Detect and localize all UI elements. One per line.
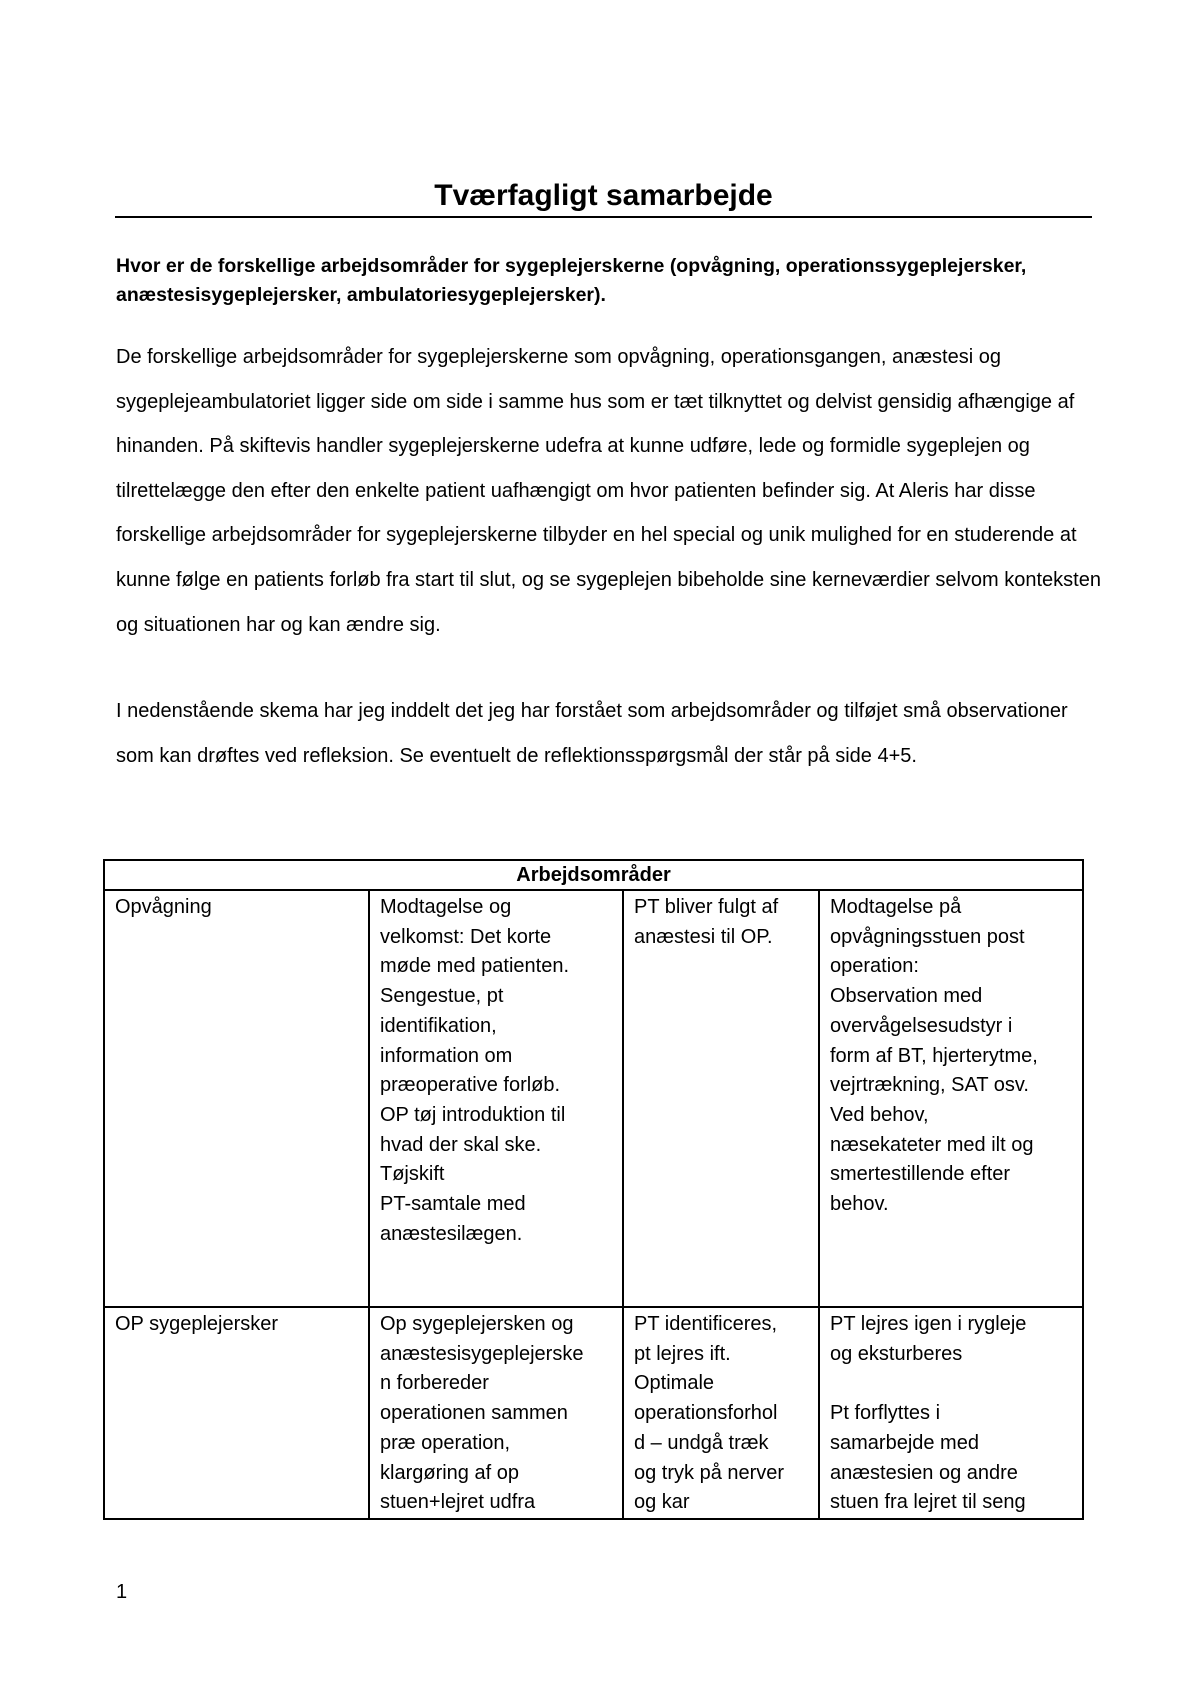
body-paragraph-2: I nedenstående skema har jeg inddelt det jeg har forstået som arbejdsområder og tilføjet små observationer som kan drøftes ved refleksion. Se eventuelt de reflektionsspørgsmål der står på side 4+5. [116,700,1068,767]
table-cell: Modtagelse på opvågningsstuen post operation: Observation med overvågelsesudstyr i form af BT, hjerterytme, vejrtrækning, SAT osv. Ved behov, næsekateter med ilt og smertestillende efter behov. [819,890,1083,1307]
table-header: Arbejdsområder [104,860,1083,890]
table-cell: PT lejres igen i rygleje og eksturberes Pt forflyttes i samarbejde med anæstesien og andre stuen fra lejret til seng [819,1307,1083,1519]
table-cell: Op sygeplejersken og anæstesisygeplejerske n forbereder operationen sammen præ operation, klargøring af op stuen+lejret udfra [369,1307,623,1519]
table-header-row [104,860,1083,890]
table-cell: Modtagelse og velkomst: Det korte møde med patienten. Sengestue, pt identifikation, information om præoperative forløb. OP tøj introduktion til hvad der skal ske. Tøjskift PT-samtale med anæstesilægen. [369,890,623,1307]
question-heading: Hvor er de forskellige arbejdsområder for sygeplejerskerne (opvågning, operationssygeplejersker, anæstesisygeplejersker, ambulatoriesygeplejersker). [116,255,1027,306]
page-number: 1 [116,1581,128,1603]
body-paragraph-1: De forskellige arbejdsområder for sygeplejerskerne som opvågning, operationsgangen, anæstesi og sygeplejeambulatoriet ligger side om side i samme hus som er tæt tilknyttet og delvist gensidig afhængige af hinanden. På skiftevis handler sygeplejerskerne udefra at kunne udføre, lede og formidle sygeplejen og tilrettelægge den efter den enkelte patient uafhængigt om hvor patienten befinder sig. At Aleris har disse forskellige arbejdsområder for sygeplejerskerne tilbyder en hel special og unik mulighed for en studerende at kunne følge en patients forløb fra start til slut, og se sygeplejen bibeholde sine kerneværdier selvom konteksten og situationen har og kan ændre sig. [116,346,1101,636]
work-areas-table [103,859,1084,1520]
page-title: Tværfagligt samarbejde [434,179,773,212]
table-cell: PT bliver fulgt af anæstesi til OP. [623,890,819,1307]
table-row [104,1307,1083,1519]
table-cell-area: OP sygeplejersker [104,1307,369,1519]
table-cell-area: Opvågning [104,890,369,1307]
title-underline [115,216,1092,218]
table-cell: PT identificeres, pt lejres ift. Optimale operationsforhol d – undgå træk og tryk på nerver og kar [623,1307,819,1519]
table-row [104,890,1083,1307]
